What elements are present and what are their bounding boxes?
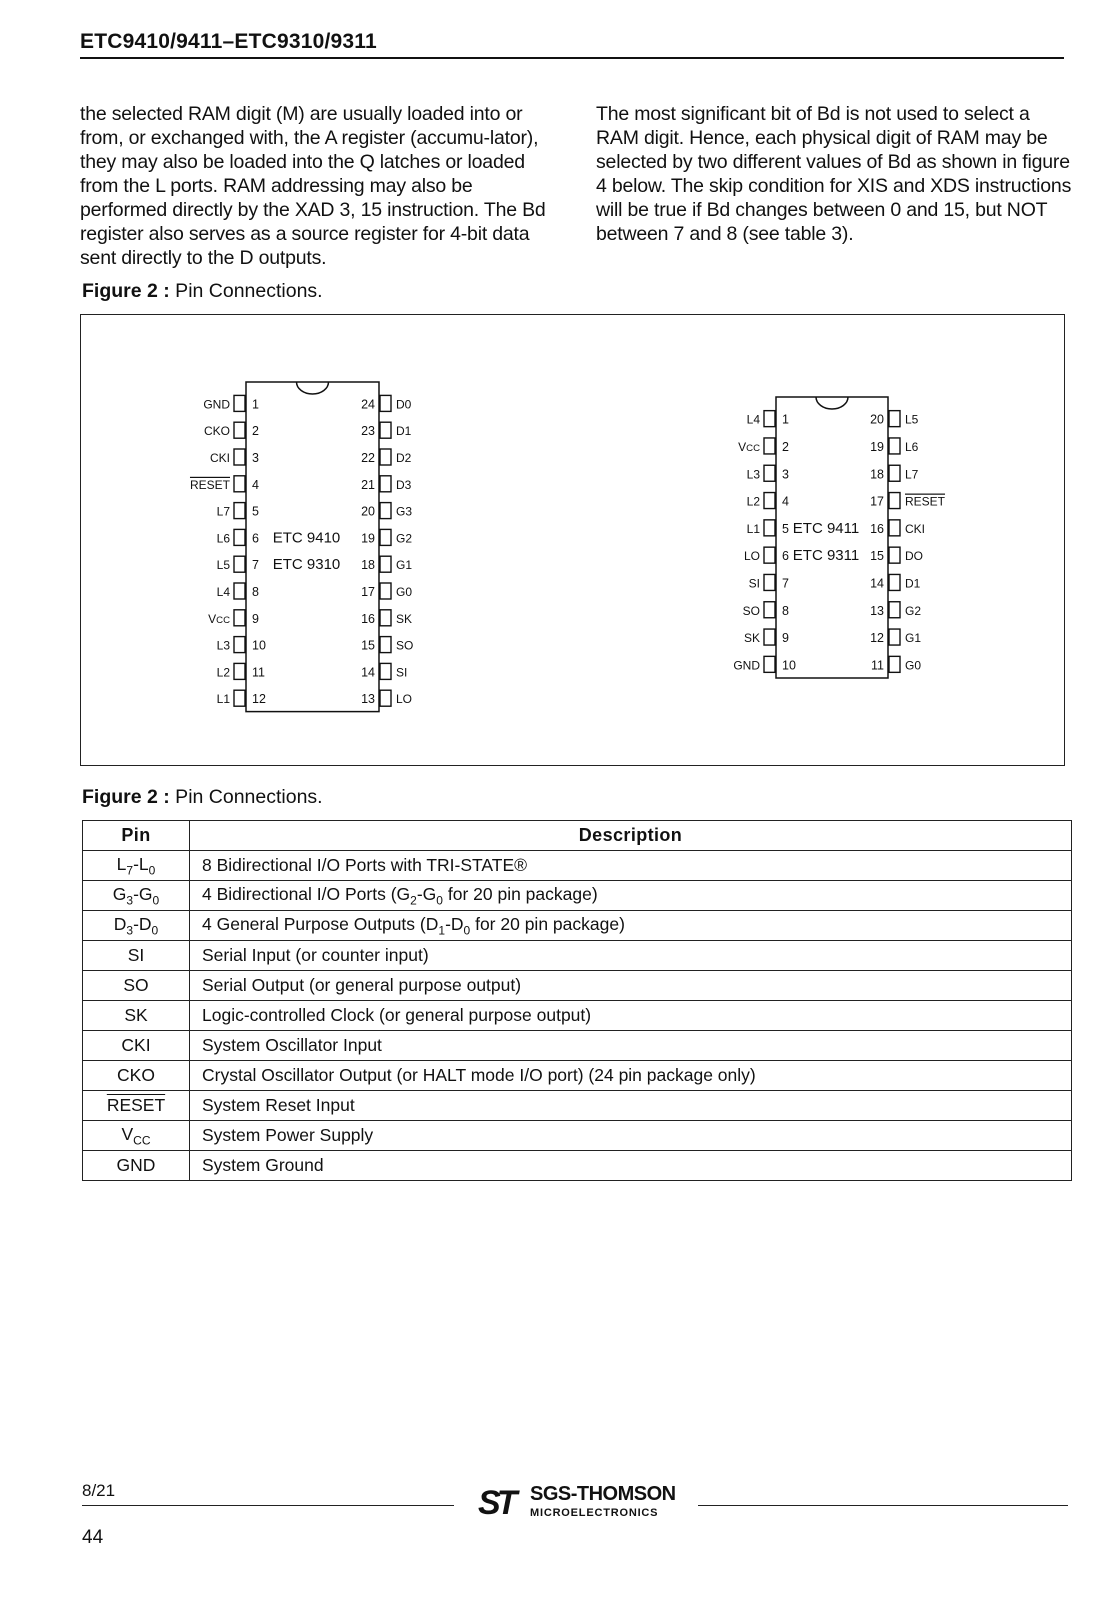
dip24-pin-number-left: 1 (252, 397, 259, 412)
dip20-pin-pad-left (764, 602, 775, 618)
pin-column-header: Pin (83, 821, 190, 851)
dip24-part-name: ETC 9310 (272, 556, 341, 574)
dip24-pin-name-left: L3 (216, 638, 230, 653)
dip24-pin-pad-right (380, 610, 391, 626)
dip20-pin-number-left: 2 (782, 439, 789, 454)
dip24-pin-name-left: L6 (216, 531, 230, 546)
dip20-pin-number-right: 18 (870, 467, 884, 482)
dip24-pin-pad-left (234, 422, 245, 438)
dip24-pin-pad-left (234, 583, 245, 599)
dip20-pin-name-left: L1 (746, 521, 760, 536)
pin-description-table (82, 820, 1072, 1181)
dip24-pin-name-right: G3 (396, 504, 413, 519)
pin-cell: $G_3-G_0$ (83, 881, 190, 911)
dip24-pin-pad-right (380, 690, 391, 706)
description-column-header: Description (190, 821, 1072, 851)
dip24-pin-number-left: 12 (252, 692, 266, 707)
description-cell: Serial Output (or general purpose output) (190, 971, 1072, 1001)
dip20-part-name: ETC 9311 (792, 547, 860, 565)
dip20-pin-name-left: L3 (746, 467, 760, 482)
sgs-thomson-logo (478, 1482, 688, 1530)
dip24-pin-pad-left (234, 663, 245, 679)
dip24-pin-name-left: CKI (209, 451, 230, 465)
figure-caption-bottom (82, 786, 323, 809)
dip24-pin-name-right: D3 (396, 477, 412, 492)
dip24-pin-number-right: 22 (361, 451, 375, 465)
description-cell: System Ground (190, 1151, 1072, 1181)
body-paragraph-right: The most significant bit of Bd is not used to select a RAM digit. Hence, each physical digit of RAM may be selected by two different values of Bd as shown in figure 4 below. The skip condition for XIS and XDS instructions will be true if Bd changes between 0 and 15, but NOT between 7 and 8 (see table 3). (596, 103, 1072, 245)
dip24-pin-number-left: 4 (252, 477, 259, 492)
dip20-pin-number-left: 10 (782, 658, 796, 673)
description-cell: 4 General Purpose Outputs ($D_1-D_0$ for 20 pin package) (190, 911, 1072, 941)
dip24-pin-name-left: L4 (216, 585, 230, 599)
dip20-pin-pad-right (889, 465, 900, 481)
dip24-pin-number-left: 8 (252, 585, 259, 599)
dip20-pin-name-left: L4 (746, 412, 760, 427)
dip24-pin-pad-left (234, 395, 245, 411)
dip24-pin-pad-right (380, 395, 391, 411)
dip24-pin-number-right: 17 (361, 585, 375, 599)
description-cell: System Oscillator Input (190, 1031, 1072, 1061)
table-row (83, 1001, 1072, 1031)
dip24-pin-number-right: 24 (361, 397, 375, 412)
pin-table-body (83, 851, 1072, 1181)
dip24-pin-name-right: D1 (396, 424, 412, 439)
dip20-pin-pad-right (889, 656, 900, 672)
dip24-pin-number-right: 13 (361, 692, 375, 707)
table-row (83, 1031, 1072, 1061)
dip20-pin-number-right: 15 (870, 549, 884, 564)
dip20-pin-number-left: 9 (782, 631, 789, 646)
dip20-pin-name-left: L2 (746, 494, 760, 509)
dip20-pin-number-left: 6 (782, 549, 789, 564)
dip24-pin-number-right: 19 (361, 531, 375, 546)
dip20-pin-pad-left (764, 574, 775, 590)
footer-rule-right (698, 1505, 1068, 1506)
body-text-right-column (596, 102, 1072, 246)
dip20-pin-pad-right (889, 574, 900, 590)
dip24-pin-number-left: 6 (252, 531, 259, 546)
dip24-pin-number-right: 15 (361, 638, 375, 653)
dip20-pin-pad-right (889, 547, 900, 563)
dip20-pin-name-right: L5 (905, 412, 919, 427)
dip24-pin-name-left: RESET (189, 477, 230, 492)
pin-cell: $L_7-L_0$ (83, 851, 190, 881)
dip24-pin-number-left: 9 (252, 611, 259, 626)
dip20-pin-number-right: 20 (870, 412, 884, 427)
dip20-pin-name-right: L7 (905, 467, 919, 482)
dip24-pin-name-right: SI (396, 665, 408, 680)
figure-caption-label: Figure 2 : (82, 786, 170, 808)
dip24-pin-number-left: 2 (252, 424, 259, 439)
dip20-pin-pad-left (764, 465, 775, 481)
dip20-pin-pad-right (889, 520, 900, 536)
table-row (83, 1091, 1072, 1121)
pin-cell: GND (83, 1151, 190, 1181)
dip24-pin-pad-left (234, 529, 245, 545)
dip20-pin-number-left: 1 (782, 412, 789, 427)
table-row (83, 1151, 1072, 1181)
dip24-pin-name-right: SO (396, 638, 414, 653)
dip20-pin-name-right: DO (905, 549, 923, 564)
figure-caption-top (82, 280, 323, 303)
dip20-pin-number-right: 13 (870, 603, 884, 618)
dip20-pin-number-right: 16 (870, 521, 884, 536)
dip20-pin-number-right: 12 (870, 631, 884, 646)
dip20-pin-name-left: SK (743, 631, 760, 646)
dip24-pin-number-left: 5 (252, 504, 259, 519)
page-number: 44 (82, 1527, 104, 1548)
dip20-pin-number-right: 11 (871, 658, 884, 673)
dip20-pin-number-right: 14 (870, 576, 884, 591)
table-header-row (83, 821, 1072, 851)
dip20-pin-number-left: 4 (782, 494, 789, 509)
pin-cell: CKO (83, 1061, 190, 1091)
pin-cell: RESET (83, 1091, 190, 1121)
dip24-pin-pad-right (380, 476, 391, 492)
dip24-pin-number-right: 16 (361, 611, 375, 626)
pin-diagram-svg (81, 315, 1066, 767)
dip24-pin-name-left: L5 (216, 558, 230, 573)
dip20-pin-number-left: 8 (782, 603, 789, 618)
dip24-pin-name-left: L2 (216, 665, 230, 680)
dip20-pin-name-left: SO (742, 603, 760, 618)
dip24-pin-number-right: 23 (361, 424, 375, 439)
dip24-pin-name-right: LO (396, 692, 413, 707)
table-row (83, 1121, 1072, 1151)
dip24-pin-pad-right (380, 663, 391, 679)
dip24-pin-pad-right (380, 503, 391, 519)
pin-cell: CKI (83, 1031, 190, 1061)
dip24-pin-number-left: 7 (252, 558, 259, 573)
dip24-pin-name-left: L7 (216, 504, 230, 519)
st-logo-mark: ST (478, 1484, 514, 1522)
dip20-pin-name-right: G1 (905, 631, 922, 646)
dip24-pin-number-left: 10 (252, 638, 266, 653)
description-cell: 8 Bidirectional I/O Ports with TRI-STATE® (190, 851, 1072, 881)
dip24-pin-pad-right (380, 637, 391, 653)
dip24-pin-number-left: 3 (252, 451, 259, 465)
dip24-pin-name-left: L1 (216, 692, 230, 707)
figure-caption-label: Figure 2 : (82, 280, 170, 302)
dip20-pin-name-right: L6 (905, 439, 919, 454)
figure-caption-text: Pin Connections. (169, 786, 323, 808)
dip20-pin-pad-left (764, 438, 775, 454)
dip20-pin-name-right: G2 (905, 603, 922, 618)
footer-rule-left (82, 1505, 454, 1506)
page-header-title: ETC9410/9411–ETC9310/9311 (80, 30, 1064, 59)
dip24-pin-pad-right (380, 529, 391, 545)
dip24-pin-name-right: G2 (396, 531, 413, 546)
logo-company-subtitle: MICROELECTRONICS (530, 1507, 659, 1519)
dip20-pin-pad-left (764, 411, 775, 427)
dip20-pin-number-right: 17 (870, 494, 884, 509)
dip20-pin-name-left: VCC (738, 439, 760, 454)
table-row (83, 1061, 1072, 1091)
dip24-pin-pad-left (234, 637, 245, 653)
dip20-pin-pad-right (889, 602, 900, 618)
dip24-pin-number-right: 18 (361, 558, 375, 573)
pin-cell: SI (83, 941, 190, 971)
body-text-left-column (80, 102, 562, 270)
page-fraction: 8/21 (82, 1481, 116, 1500)
dip20-pin-pad-left (764, 520, 775, 536)
dip24-pin-number-right: 14 (361, 665, 375, 680)
dip24-pin-pad-left (234, 690, 245, 706)
dip24-pin-number-right: 21 (361, 477, 375, 492)
dip20-pin-name-right: RESET (905, 494, 946, 509)
dip24-pin-pad-left (234, 449, 245, 465)
body-paragraph-left: the selected RAM digit (M) are usually loaded into or from, or exchanged with, the A register (accumu-lator), they may also be loaded into the Q latches or loaded from the L ports. RAM addressing may also be performed directly by the XAD 3, 15 instruction. The Bd register also serves as a source register for 4-bit data sent directly to the D outputs. (80, 103, 546, 269)
dip20-pin-number-left: 3 (782, 467, 789, 482)
dip24-pin-name-right: D0 (396, 397, 412, 412)
description-cell: System Reset Input (190, 1091, 1072, 1121)
dip24-pin-pad-right (380, 583, 391, 599)
description-cell: Serial Input (or counter input) (190, 941, 1072, 971)
pin-cell: $D_3-D_0$ (83, 911, 190, 941)
dip20-pin-name-right: G0 (905, 658, 922, 673)
dip20-pin-pad-right (889, 493, 900, 509)
dip20-pin-pad-left (764, 493, 775, 509)
dip24-pin-number-right: 20 (361, 504, 375, 519)
dip24-pin-name-left: CKO (203, 424, 230, 439)
dip24-pin-pad-right (380, 556, 391, 572)
dip24-pin-pad-left (234, 610, 245, 626)
dip20-pin-pad-left (764, 656, 775, 672)
dip20-pin-name-left: GND (733, 658, 760, 673)
dip24-pin-name-left: VCC (208, 611, 230, 626)
dip20-pin-name-left: SI (748, 576, 760, 591)
dip20-pin-pad-right (889, 411, 900, 427)
table-row (83, 911, 1072, 941)
dip24-package-body (246, 382, 379, 712)
pin-connections-figure (80, 314, 1065, 766)
pin-cell: $V_{CC}$ (83, 1121, 190, 1151)
dip20-pin-number-right: 19 (870, 439, 884, 454)
dip20-pin-number-left: 7 (782, 576, 789, 591)
dip20-pin-pad-right (889, 438, 900, 454)
dip20-pin-name-right: CKI (905, 521, 926, 536)
dip24-part-name: ETC 9410 (272, 529, 341, 547)
dip20-pin1-notch (816, 397, 848, 409)
dip24-pin1-notch (297, 382, 329, 394)
dip24-pin-name-right: G0 (396, 585, 413, 599)
dip24-pin-name-right: D2 (396, 451, 412, 465)
dip24-pin-name-left: GND (203, 397, 230, 412)
dip24-pin-pad-left (234, 503, 245, 519)
dip24-pin-pad-left (234, 556, 245, 572)
description-cell: Crystal Oscillator Output (or HALT mode I/O port) (24 pin package only) (190, 1061, 1072, 1091)
logo-company-name: SGS-THOMSON (530, 1483, 676, 1505)
dip20-pin-name-left: LO (743, 549, 760, 564)
dip20-pin-pad-right (889, 629, 900, 645)
dip20-pin-name-right: D1 (905, 576, 921, 591)
dip24-pin-pad-right (380, 449, 391, 465)
dip24-pin-pad-left (234, 476, 245, 492)
dip24-pin-name-right: G1 (396, 558, 413, 573)
pin-cell: SO (83, 971, 190, 1001)
figure-caption-text: Pin Connections. (169, 280, 323, 302)
description-cell: Logic-controlled Clock (or general purpose output) (190, 1001, 1072, 1031)
dip24-pin-pad-right (380, 422, 391, 438)
pin-cell: SK (83, 1001, 190, 1031)
table-row (83, 881, 1072, 911)
table-row (83, 971, 1072, 1001)
dip20-pin-pad-left (764, 547, 775, 563)
table-row (83, 941, 1072, 971)
table-row (83, 851, 1072, 881)
description-cell: 4 Bidirectional I/O Ports ($G_2-G_0$ for 20 pin package) (190, 881, 1072, 911)
dip24-pin-name-right: SK (396, 611, 413, 626)
dip20-part-name: ETC 9411 (792, 519, 860, 537)
dip20-pin-pad-left (764, 629, 775, 645)
dip24-pin-number-left: 11 (252, 665, 265, 680)
dip20-pin-number-left: 5 (782, 521, 789, 536)
description-cell: System Power Supply (190, 1121, 1072, 1151)
